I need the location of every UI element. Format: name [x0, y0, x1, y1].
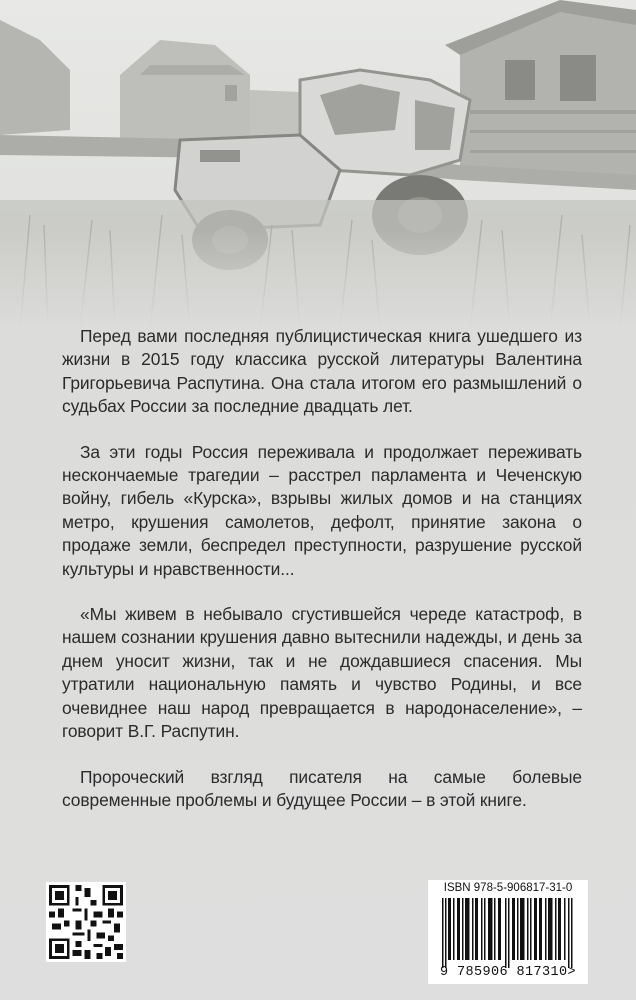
barcode-bars: [434, 898, 582, 968]
paragraph-quote: «Мы живем в небывало сгустившейся череде катастроф, в нашем сознании крушения давно вытеснили надежды, и день за днем уносит жизни, так и не дождавшиеся спасения. Мы утратили национальную память и чувство Родины, и все очевиднее наш народ превращается в народонаселение», – говорит В.Г. Распутин.: [62, 604, 582, 742]
paragraph-tragedies: За эти годы Россия переживала и продолжает переживать нескончаемые трагедии – расстрел парламента и Чеченскую войну, гибель «Курска», взрывы жилых домов и на станциях метро, крушения самолетов, дефолт, принятие закона о продаже земли, беспредел преступности, разрушение русской культуры и нравственности...: [62, 441, 582, 579]
ean-end-mark: >: [567, 965, 577, 980]
qr-code-icon: [46, 882, 126, 962]
ean-first-digit: 9: [439, 965, 449, 980]
paragraph-intro: Перед вами последняя публицистическая книга ушедшего из жизни в 2015 году классика русской литературы Валентина Григорьевича Распутина. Она стала итогом его размышлений о судьбах России за последние двадцать лет.: [62, 326, 582, 417]
village-tractor-photo: [0, 0, 636, 330]
ean-left-group: 785906: [456, 965, 508, 980]
paragraph-conclusion: Пророческий взгляд писателя на самые болевые современные проблемы и будущее России – в этой книге.: [62, 766, 582, 810]
ean-digits: [428, 965, 588, 980]
annotation-text: [62, 325, 582, 834]
isbn-barcode: [428, 880, 588, 984]
ean-right-group: 817310: [516, 965, 568, 980]
isbn-label: ISBN 978-5-906817-31-0: [443, 882, 573, 894]
